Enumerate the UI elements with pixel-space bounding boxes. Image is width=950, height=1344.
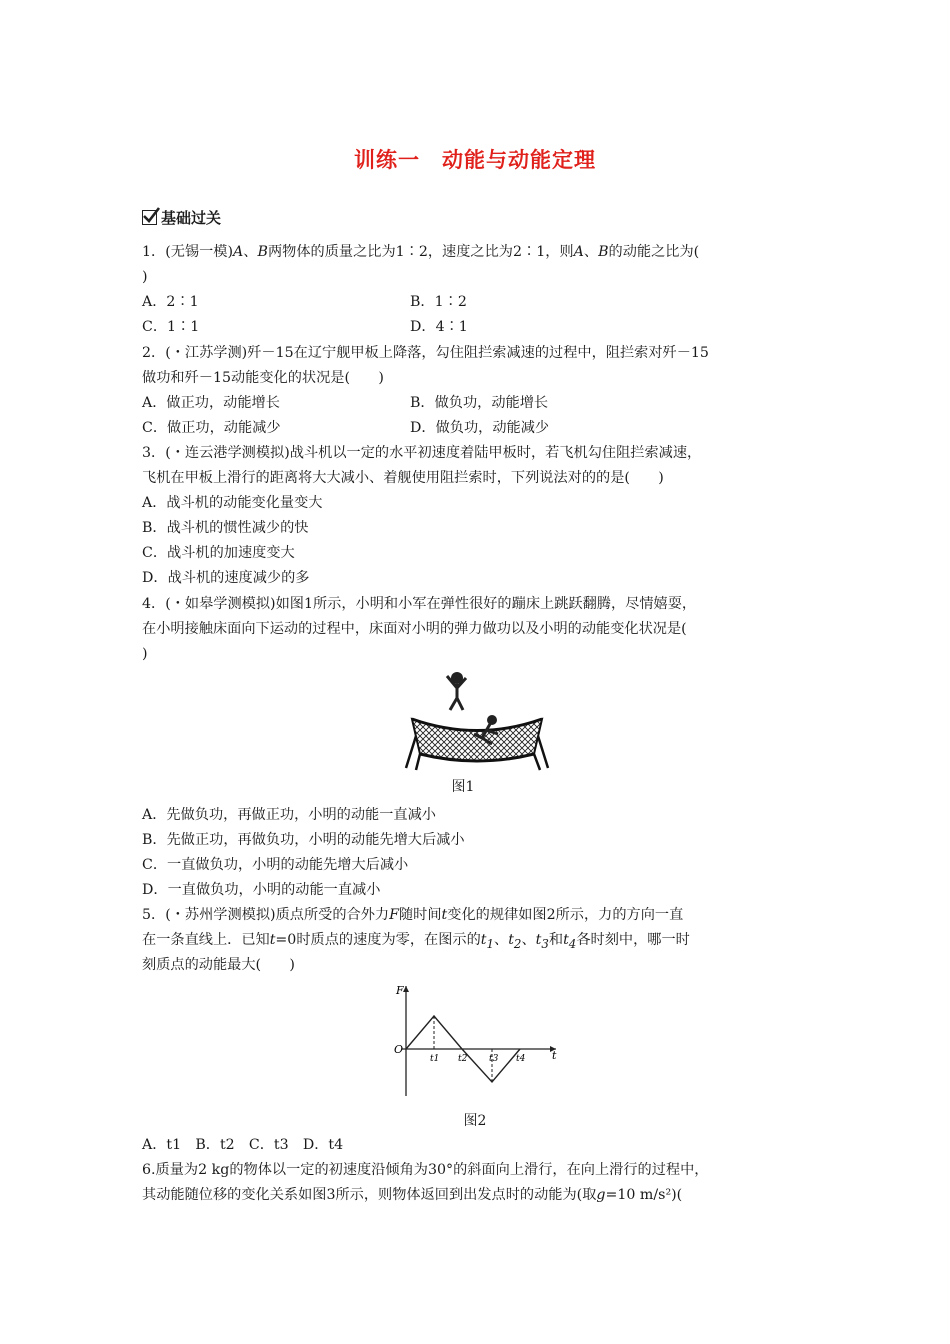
y-axis-arrow-icon [403,986,409,992]
q3-option-d: D．战斗机的速度减少的多 [142,570,310,586]
page-title: 训练一 动能与动能定理 [354,148,596,172]
q3-option-b: B．战斗机的惯性减少的快 [142,520,309,536]
q3-option-c: C．战斗机的加速度变大 [142,545,295,561]
q3-stem-line2: 飞机在甲板上滑行的距离将大大减小、着舰使用阻拦索时，下列说法对的的是( ) [142,470,664,486]
trampoline-figure [402,664,552,772]
q5-t2-inline: $t_2$ [508,932,522,951]
q6-stem-line1: 6.质量为2 kg的物体以一定的初速度沿倾角为30°的斜面向上滑行，在向上滑行的过程中， [142,1162,709,1178]
tick-t1: t1 [430,1054,440,1064]
y-axis-label: F [396,984,404,997]
q4-stem-line1: 4．(・如皋学测模拟)如图1所示，小明和小军在弹性很好的蹦床上跳跃翻腾，尽情嬉耍， [142,596,697,612]
q3-stem-line1: 3．(・连云港学测模拟)战斗机以一定的水平初速度着陆甲板时，若飞机勾住阻拦索减速， [142,445,702,461]
q4-option-c: C．一直做负功，小明的动能先增大后减小 [142,857,409,873]
q5-answer-options: A．t1 B．t2 C．t3 D．t4 [142,1137,344,1153]
section-heading [142,207,221,228]
section-title: 基础过关 [161,209,222,227]
checkbox-icon [142,210,157,225]
q5-t4-inline: $t_4$ [563,932,577,951]
q2-option-d: D．做负功，动能减少 [410,420,550,436]
q5-stem-line3: 刻质点的动能最大( ) [142,957,295,973]
tick-t4: t4 [516,1054,526,1064]
tick-t3: t3 [489,1054,499,1064]
q2-option-c: C．做正功，动能减少 [142,420,281,436]
figure1-caption: 图1 [451,779,475,795]
force-time-graph [390,980,570,1100]
q1-option-b: B．1∶2 [410,294,467,310]
x-axis-label: t [552,1049,557,1062]
q4-option-b: B．先做正功，再做负功，小明的动能先增大后减小 [142,832,465,848]
q1-stem: 1．(无锡一模)A、B两物体的质量之比为1∶2，速度之比为2∶1，则A、B的动能之比为( [142,244,700,260]
tick-t2: t2 [458,1054,468,1064]
q4-option-d: D．一直做负功，小明的动能一直减小 [142,882,381,898]
q1-stem-close: ) [142,269,148,285]
q2-stem-line1: 2．(・江苏学测)歼－15在辽宁舰甲板上降落，勾住阻拦索减速的过程中，阻拦索对歼－15 [142,345,709,361]
q2-option-a: A．做正功，动能增长 [142,395,280,411]
q4-stem-line2: 在小明接触床面向下运动的过程中，床面对小明的弹力做功以及小明的动能变化状况是( [142,621,687,637]
q4-option-a: A．先做负功，再做正功，小明的动能一直减小 [142,807,436,823]
q3-option-a: A．战斗机的动能变化量变大 [142,495,323,511]
q2-stem-line2: 做功和歼－15动能变化的状况是( ) [142,370,384,386]
q1-option-c: C．1∶1 [142,319,200,335]
q6-stem-line2: 其动能随位移的变化关系如图3所示，则物体返回到出发点时的动能为(取g=10 m/s²)( [142,1187,683,1203]
q2-option-b: B．做负功，动能增长 [410,395,549,411]
figure2-caption: 图2 [463,1113,487,1129]
q1-option-d: D．4∶1 [410,319,468,335]
q1-option-a: A．2∶1 [142,294,199,310]
origin-label: O [394,1043,404,1056]
q5-t3-inline: $t_3$ [535,932,549,951]
q4-stem-close: ) [142,646,148,662]
q5-t1-inline: $t_1$ [480,932,494,951]
q5-stem-line2: 在一条直线上．已知t=0时质点的速度为零，在图示的$t_1$、$t_2$、$t_3$和$t_4$各时刻中，哪一时 [142,932,690,951]
q5-stem-line1: 5．(・苏州学测模拟)质点所受的合外力F随时间t变化的规律如图2所示，力的方向一直 [142,907,684,923]
